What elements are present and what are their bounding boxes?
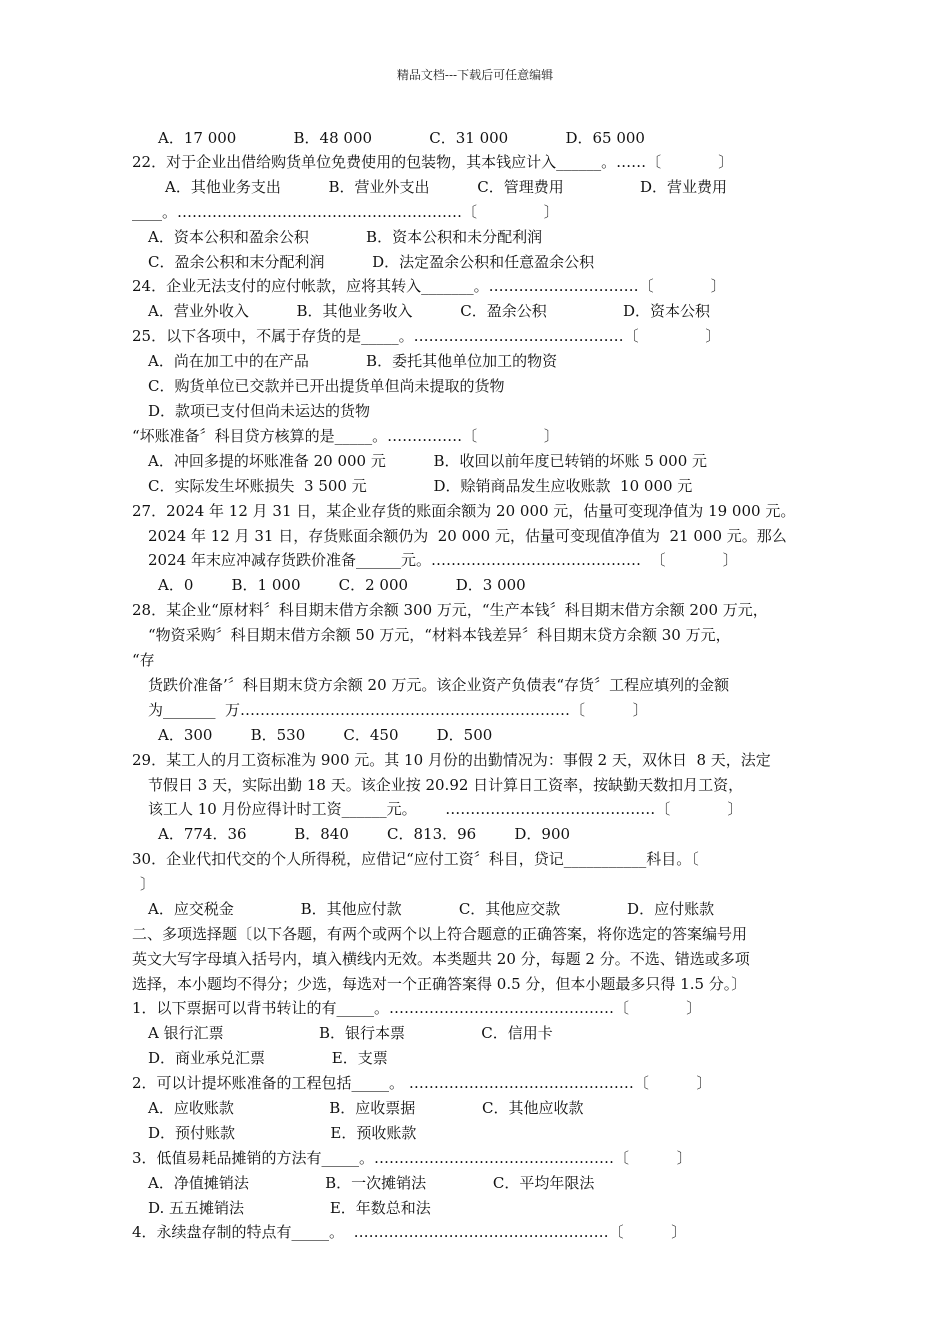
text-line: 二、多项选择题〔以下各题，有两个或两个以上符合题意的正确答案，将你选定的答案编号用 [132,925,748,943]
text-line: 节假日 3 天，实际出勤 18 天。该企业按 20.92 日计算日工资率，按缺勤天数扣月工资， [148,776,744,794]
text-line: A．0 B．1 000 C．2 000 D．3 000 [158,576,526,594]
text-line: C．购货单位已交款并已开出提货单但尚未提取的货物 [148,377,505,395]
text-line: 1．以下票据可以背书转让的有_____。………………………………………〔 〕 [132,999,702,1017]
text-line: D. 五五摊销法 E．年数总和法 [148,1199,431,1217]
text-line: A 银行汇票 B．银行本票 C．信用卡 [148,1024,553,1042]
text-line: 27．2024 年 12 月 31 日，某企业存货的账面余额为 20 000 元，估量可变现净值为 19 000 元。 [132,502,796,520]
text-line: ____。…………………………………………………〔 〕 [132,203,559,221]
text-line: A．尚在加工中的在产品 B．委托其他单位加工的物资 [148,352,558,370]
text-line: 25．以下各项中，不属于存货的是_____。……………………………………〔 〕 [132,327,721,345]
text-line: “物资采购〞科目期末借方余额 50 万元，“材料本钱差异〞科目期末贷方余额 30 万元， [148,626,731,644]
text-line: A．774．36 B．840 C．813．96 D．900 [158,825,571,843]
text-line: 〕 [140,875,156,893]
text-line: C．实际发生坏账损失 3 500 元 D．赊销商品发生应收账款 10 000 元 [148,477,693,495]
text-line: 29．某工人的月工资标准为 900 元。其 10 月份的出勤情况为：事假 2 天，双休日 8 天，法定 [132,751,771,769]
text-line: 英文大写字母填入括号内，填入横线内无效。本类题共 20 分，每题 2 分。不选、错选或多项 [132,950,750,968]
text-line: A．应交税金 B．其他应付款 C．其他应交款 D．应付账款 [148,900,715,918]
page-header: 精品文档---下载后可任意编辑 [396,68,554,82]
text-line: D．款项已支付但尚未运达的货物 [148,402,371,420]
text-line: A．应收账款 B．应收票据 C．其他应收款 [148,1099,584,1117]
text-line: A．17 000 B．48 000 C．31 000 D．65 000 [158,129,645,147]
text-line: 选择，本小题均不得分；少选，每选对一个正确答案得 0.5 分，但本小题最多只得 1.5 分。〕 [132,975,747,993]
text-line: 2．可以计提坏账准备的工程包括_____。 ………………………………………〔 〕 [132,1074,712,1092]
text-line: 4．永续盘存制的特点有_____。 ……………………………………………〔 〕 [132,1223,687,1241]
text-line: A．净值摊销法 B．一次摊销法 C．平均年限法 [148,1174,595,1192]
text-line: 为_______ 万…………………………………………………………〔 〕 [148,701,648,719]
text-line: A．资本公积和盈余公积 B．资本公积和未分配利润 [148,228,543,246]
text-line: 2024 年 12 月 31 日，存货账面余额仍为 20 000 元，估量可变现值净值为 21 000 元。那么 [148,527,787,545]
text-line: 货跌价准备’〞科目期末贷方余额 20 万元。该企业资产负债表“存货〞工程应填列的金额 [148,676,730,694]
text-line: D．商业承兑汇票 E．支票 [148,1049,388,1067]
text-line: A．300 B．530 C．450 D．500 [158,726,493,744]
text-line: “坏账准备〞科目贷方核算的是_____。……………〔 〕 [132,427,559,445]
text-line: A．冲回多提的坏账准备 20 000 元 B．收回以前年度已转销的坏账 5 000 元 [148,452,708,470]
text-line: 2024 年末应冲减存货跌价准备______元。…………………………………… 〔 〕 [148,551,738,569]
text-line: A．营业外收入 B．其他业务收入 C．盈余公积 D．资本公积 [148,302,711,320]
text-line: “存 [132,651,155,669]
text-line: C．盈余公积和末分配利润 D．法定盈余公积和任意盈余公积 [148,253,595,271]
text-line: 22．对于企业出借给购货单位免费使用的包装物，其本钱应计入______。……〔 〕 [132,153,734,171]
text-line: D．预付账款 E．预收账款 [148,1124,417,1142]
text-line: 28．某企业“原材料〞科目期末借方余额 300 万元，“生产本钱〞科目期末借方余额 200 万元， [132,601,768,619]
text-line: 24．企业无法支付的应付帐款，应将其转入_______。…………………………〔 〕 [132,277,726,295]
text-line: 30．企业代扣代交的个人所得税，应借记“应付工资〞科目，贷记___________科目。〔 [132,850,699,868]
text-line: A．其他业务支出 B．营业外支出 C．管理费用 D．营业费用 [165,178,728,196]
text-line: 3．低值易耗品摊销的方法有_____。…………………………………………〔 〕 [132,1149,692,1167]
text-line: 该工人 10 月份应得计时工资______元。 ……………………………………〔 〕 [148,800,743,818]
